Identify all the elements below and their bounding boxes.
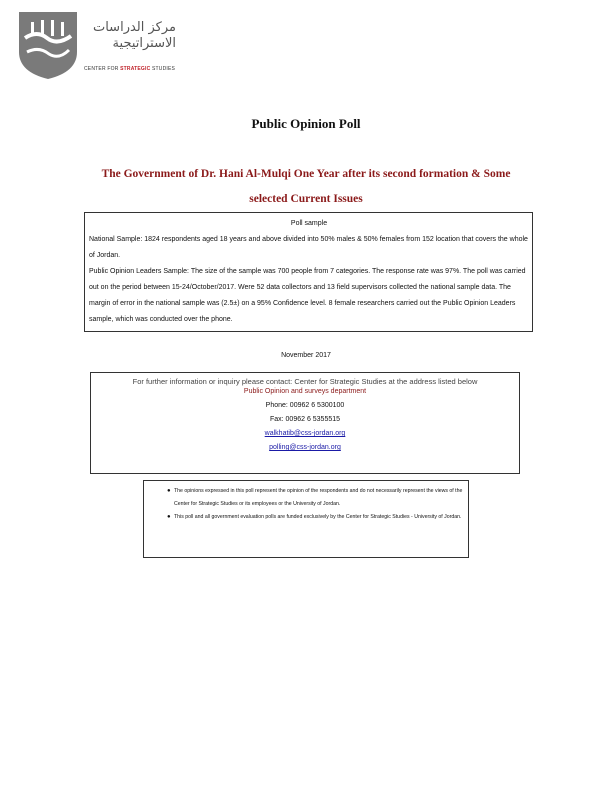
css-logo [14, 6, 174, 78]
poll-sample-box [84, 212, 533, 332]
logo-english-post: STUDIES [150, 66, 176, 72]
subtitle-line2: selected Current Issues [249, 193, 363, 205]
report-subtitle [84, 162, 528, 212]
logo-arabic-text [84, 20, 176, 52]
disclaimer-list [144, 485, 468, 524]
logo-english-highlight: STRATEGIC [120, 66, 151, 72]
disclaimer-item [167, 485, 468, 511]
contact-phone: Phone: 00962 6 5300100 [265, 402, 345, 409]
leaders-sample-text: Public Opinion Leaders Sample: The size of the sample was 700 people from 7 categories. The response rate was 97%. The poll was carried out on the period between 15-24/October/2017. Were 52 data collectors and 13 field supervisors collected the national sample data. The margin of error in the national sample was (2.5±) on a 95% Confidence level. 8 female researchers carried out the Public Opinion Leaders sample, which was conducted over the phone. [89, 268, 526, 323]
disclaimer-item [167, 511, 468, 524]
disclaimer-item-text: This poll and all government evaluation polls are funded exclusively by the Center for Strategic Studies - University of Jordan. [174, 514, 462, 520]
shield-logo-icon [17, 8, 79, 80]
disclaimer-box [143, 480, 469, 558]
bullet-icon: ● [167, 488, 171, 494]
logo-arabic-line2: الاستراتيجية [112, 36, 176, 51]
national-sample-text: National Sample: 1824 respondents aged 18 years and above divided into 50% males & 50% females from 152 location that covers the whole of Jordan. [89, 236, 528, 259]
email-link-polling[interactable]: polling@css-jordan.org [269, 444, 341, 451]
logo-english-pre: CENTER FOR [84, 66, 121, 72]
page-title: Public Opinion Poll [251, 116, 361, 131]
logo-english-text [84, 66, 176, 72]
email-link-walkhatib[interactable]: walkhatib@css-jordan.org [264, 430, 346, 437]
bullet-icon: ● [167, 514, 171, 520]
contact-box [90, 372, 520, 474]
contact-department: Public Opinion and surveys department [243, 388, 367, 395]
contact-fax: Fax: 00962 6 5355515 [269, 416, 341, 423]
subtitle-line1: The Government of Dr. Hani Al-Mulqi One Year after its second formation & Some [101, 168, 511, 180]
contact-intro: For further information or inquiry please contact: Center for Strategic Studies at the address listed below [132, 377, 478, 386]
logo-arabic-line1: مركز الدراسات [92, 20, 176, 35]
disclaimer-item-text: The opinions expressed in this poll represent the opinion of the respondents and do not necessarily represent the views of the Center for Strategic Studies or its employees or the University of Jordan. [174, 488, 463, 507]
report-date: November 2017 [281, 352, 331, 359]
poll-sample-heading: Poll sample [290, 220, 328, 227]
